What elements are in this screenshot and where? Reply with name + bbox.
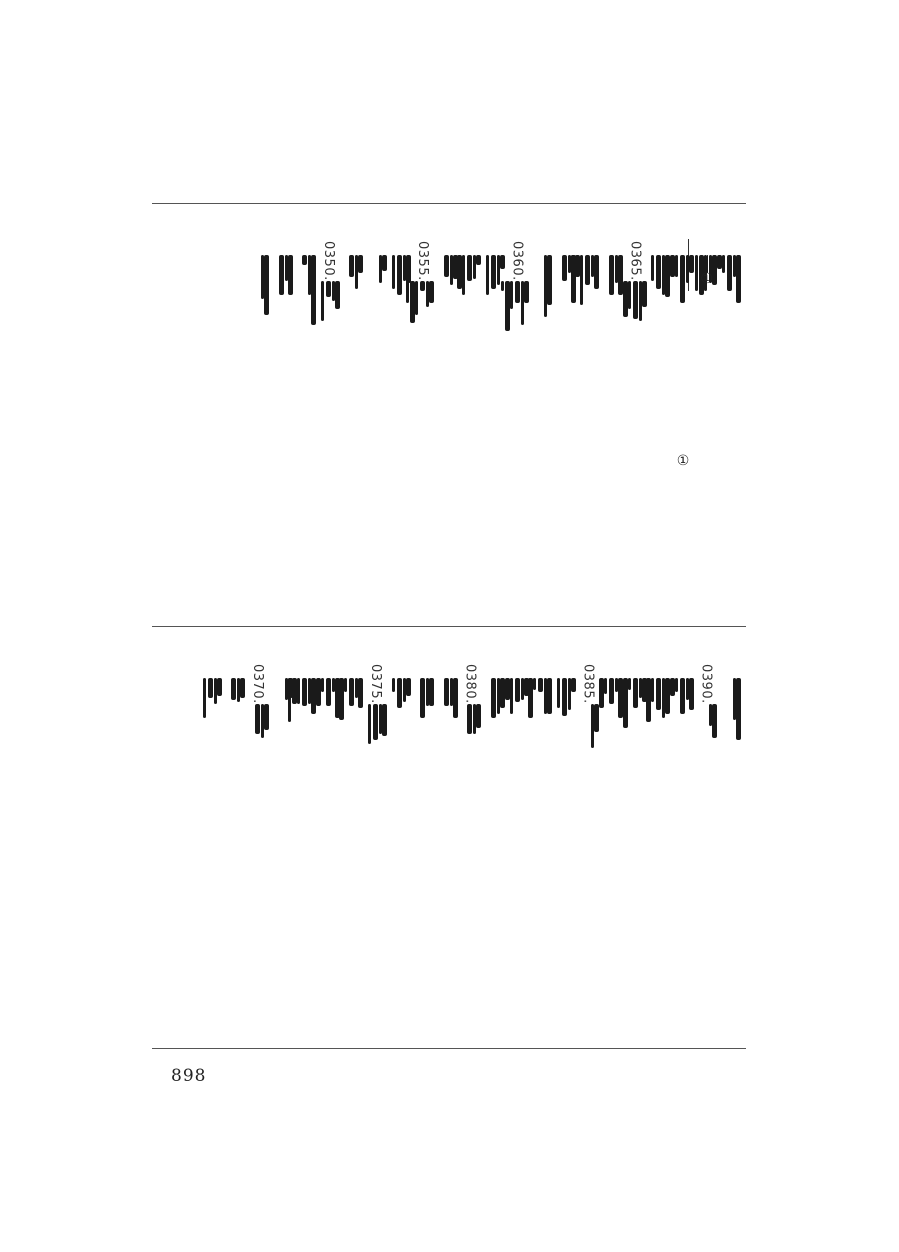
script-word [510, 678, 513, 714]
text-column [722, 664, 744, 1024]
script-word [618, 678, 623, 718]
line-number: 0355. [415, 241, 431, 281]
script-word [656, 678, 661, 710]
script-word [311, 678, 316, 714]
text-column [604, 664, 626, 1024]
script-word [349, 678, 354, 706]
script-word [285, 678, 288, 700]
script-word [675, 255, 678, 277]
text-column [486, 664, 508, 1024]
script-word [285, 255, 288, 281]
script-word [491, 255, 496, 289]
script-line [277, 255, 293, 302]
script-line [253, 255, 269, 322]
script-line [536, 678, 552, 725]
script-word [547, 255, 552, 305]
footnote-marker: ① [676, 453, 690, 469]
script-word [344, 678, 347, 692]
script-line [206, 678, 222, 725]
script-word [467, 255, 472, 281]
script-word [628, 678, 631, 690]
script-line [701, 704, 717, 745]
script-word [467, 704, 472, 734]
script-word [500, 255, 505, 269]
script-word [279, 255, 284, 295]
script-line [513, 281, 529, 338]
script-line [371, 255, 387, 290]
script-line [347, 255, 363, 296]
script-word [237, 678, 240, 702]
text-column [651, 664, 673, 1024]
text-column [675, 664, 697, 1024]
footnote-marker: ① [700, 271, 713, 287]
script-word [609, 678, 614, 704]
text-column [557, 241, 579, 601]
text-column [250, 241, 272, 601]
script-line [678, 255, 694, 310]
script-line [536, 255, 552, 324]
script-word [639, 281, 642, 321]
script-line [465, 255, 481, 302]
script-word [497, 678, 500, 714]
script-word [609, 255, 614, 295]
text-column [344, 664, 366, 1024]
script-line [253, 704, 269, 745]
text-column [580, 241, 602, 601]
script-word [444, 678, 449, 706]
text-column [297, 664, 319, 1024]
script-word [326, 281, 331, 297]
script-word [379, 704, 382, 734]
script-word [358, 678, 363, 708]
script-word [240, 678, 245, 698]
script-line [324, 678, 340, 725]
script-word [261, 255, 264, 299]
script-word [429, 678, 434, 706]
script-word [591, 704, 594, 748]
text-column [580, 664, 602, 1024]
text-column [628, 241, 650, 601]
script-word [311, 255, 316, 325]
script-word [628, 281, 631, 309]
text-column [604, 241, 626, 601]
text-column [651, 241, 673, 601]
page-number: 898 [171, 1066, 207, 1086]
script-line [229, 678, 245, 709]
text-column [533, 241, 555, 601]
line-number: 0390. [698, 664, 714, 704]
script-word [651, 678, 654, 702]
bottom-rule [152, 1048, 746, 1049]
script-word [656, 255, 661, 289]
script-word [689, 255, 694, 273]
script-word [321, 678, 324, 692]
line-number: 0370. [250, 664, 265, 704]
script-line [560, 255, 576, 310]
text-column [462, 664, 484, 1024]
script-word [712, 255, 717, 285]
script-word [261, 704, 264, 738]
script-word [642, 281, 647, 307]
script-word [665, 678, 670, 714]
script-word [722, 255, 725, 273]
script-word [580, 255, 583, 305]
top-rule [152, 203, 746, 204]
text-column [675, 241, 697, 601]
script-word [662, 678, 665, 718]
script-word [264, 255, 269, 315]
script-word [544, 255, 547, 317]
script-line [277, 678, 293, 707]
text-column [698, 241, 720, 601]
script-line [725, 255, 741, 310]
script-word [420, 281, 425, 291]
script-line [583, 704, 599, 755]
script-line [654, 678, 670, 729]
script-word [382, 704, 387, 736]
script-word [562, 255, 567, 281]
script-word [562, 678, 567, 716]
text-column [321, 664, 343, 1024]
script-word [618, 255, 623, 295]
script-word [208, 678, 213, 698]
script-word [594, 255, 599, 289]
script-line [583, 255, 599, 312]
script-word [500, 678, 505, 708]
script-line [607, 255, 623, 302]
script-word [689, 678, 694, 710]
script-line [560, 678, 576, 723]
text-column [344, 241, 366, 601]
script-word [288, 255, 293, 295]
script-word [382, 255, 387, 271]
line-number: 0350. [320, 241, 336, 281]
script-word [568, 678, 571, 710]
script-word [332, 678, 335, 692]
text-column [533, 664, 555, 1024]
script-word [302, 678, 307, 706]
script-word [426, 678, 429, 706]
script-line [395, 255, 411, 302]
script-word [214, 678, 217, 704]
text-column [203, 664, 225, 1024]
script-word [662, 255, 665, 295]
script-word [571, 255, 576, 303]
text-column [557, 664, 579, 1024]
script-line [300, 678, 316, 729]
script-word [544, 678, 547, 714]
script-word [355, 255, 358, 289]
script-word [373, 704, 378, 740]
script-word [397, 678, 402, 708]
script-word [633, 678, 638, 708]
text-column [698, 664, 720, 1024]
text-column [628, 664, 650, 1024]
text-column [368, 664, 390, 1024]
script-word [349, 255, 354, 277]
text-column [415, 664, 437, 1024]
line-number: 0385. [580, 664, 596, 704]
script-word [403, 678, 406, 702]
script-line [324, 281, 340, 328]
script-line [442, 678, 458, 725]
script-word [355, 678, 358, 698]
script-line [513, 678, 529, 721]
script-word [379, 255, 382, 283]
script-line [418, 678, 434, 725]
script-word [444, 255, 449, 277]
script-word [639, 678, 642, 698]
script-word [733, 255, 736, 277]
script-line [371, 704, 387, 751]
script-line [678, 678, 694, 721]
text-column [486, 241, 508, 601]
script-word [473, 255, 476, 279]
script-word [358, 255, 363, 273]
text-column [439, 664, 461, 1024]
script-line [607, 678, 623, 725]
script-word [308, 255, 311, 295]
script-word [203, 678, 206, 718]
text-column [392, 664, 414, 1024]
script-word [571, 678, 576, 692]
line-number: 0365. [627, 241, 643, 281]
line-number: 0375. [368, 664, 383, 704]
script-word [450, 678, 453, 706]
text-column [722, 241, 744, 601]
script-word [476, 255, 481, 265]
script-word [585, 255, 590, 285]
script-word [680, 255, 685, 303]
script-word [568, 255, 571, 273]
script-word [450, 255, 453, 285]
script-word [712, 704, 717, 738]
script-word [615, 255, 618, 283]
script-line [631, 281, 647, 328]
script-word [594, 704, 599, 732]
script-word [392, 255, 395, 289]
script-word [486, 255, 489, 295]
script-word [420, 678, 425, 718]
text-column [250, 664, 272, 1024]
text-column [274, 241, 296, 601]
script-word [406, 678, 411, 696]
script-word [473, 704, 476, 734]
text-column [297, 241, 319, 601]
script-word [521, 281, 524, 325]
script-word [321, 281, 324, 321]
script-word [335, 678, 340, 718]
text-column [439, 241, 461, 601]
script-line [654, 255, 670, 304]
script-line [300, 255, 316, 332]
text-column [274, 664, 296, 1024]
script-word [533, 678, 536, 690]
script-word [665, 255, 670, 297]
script-word [217, 678, 222, 696]
script-word [557, 678, 560, 708]
script-word [709, 704, 712, 726]
script-line [725, 678, 741, 747]
script-word [633, 281, 638, 319]
script-word [392, 678, 395, 692]
script-line [631, 678, 647, 735]
script-line [465, 704, 481, 741]
script-word [264, 704, 269, 730]
text-column [368, 241, 390, 601]
script-line [489, 678, 505, 725]
script-word [297, 678, 300, 704]
script-word [510, 281, 513, 309]
text-column [226, 664, 248, 1024]
script-word [547, 678, 552, 714]
script-word [651, 255, 654, 281]
script-word [497, 255, 500, 285]
script-word [675, 678, 678, 692]
script-word [491, 678, 496, 718]
script-word [521, 678, 524, 700]
script-word [680, 678, 685, 714]
script-word [415, 281, 418, 315]
script-word [302, 255, 307, 265]
script-word [515, 678, 520, 702]
script-word [453, 255, 458, 279]
script-word [538, 678, 543, 692]
script-word [591, 255, 594, 277]
script-word [686, 255, 689, 283]
script-line [347, 678, 363, 727]
script-word [231, 678, 236, 700]
script-word [406, 255, 411, 283]
script-word [403, 255, 406, 281]
script-word [368, 704, 371, 744]
script-word [326, 678, 331, 706]
script-word [335, 281, 340, 309]
script-word [429, 281, 434, 303]
text-column [321, 241, 343, 601]
script-word [426, 281, 429, 307]
text-column [510, 664, 532, 1024]
line-number: 0360. [509, 241, 525, 281]
text-column [510, 241, 532, 601]
script-word [453, 678, 458, 718]
script-word [736, 255, 741, 303]
line-number: 0380. [462, 664, 478, 704]
script-line [395, 678, 411, 715]
script-word [615, 678, 618, 692]
text-column [462, 241, 484, 601]
script-word [255, 704, 260, 734]
script-word [462, 255, 465, 295]
script-word [332, 281, 335, 301]
script-word [604, 678, 607, 694]
script-line [489, 255, 505, 302]
script-line [442, 255, 458, 292]
script-word [727, 255, 732, 291]
middle-rule [152, 626, 746, 627]
script-word [733, 678, 736, 720]
script-word [686, 678, 689, 700]
text-column [415, 241, 437, 601]
script-word [515, 281, 520, 303]
script-word [524, 281, 529, 303]
script-line [418, 281, 434, 330]
script-word [476, 704, 481, 728]
script-word [736, 678, 741, 740]
script-word [524, 678, 529, 696]
text-column [392, 241, 414, 601]
script-word [642, 678, 647, 702]
script-word [288, 678, 293, 698]
script-word [397, 255, 402, 295]
script-word [308, 678, 311, 704]
